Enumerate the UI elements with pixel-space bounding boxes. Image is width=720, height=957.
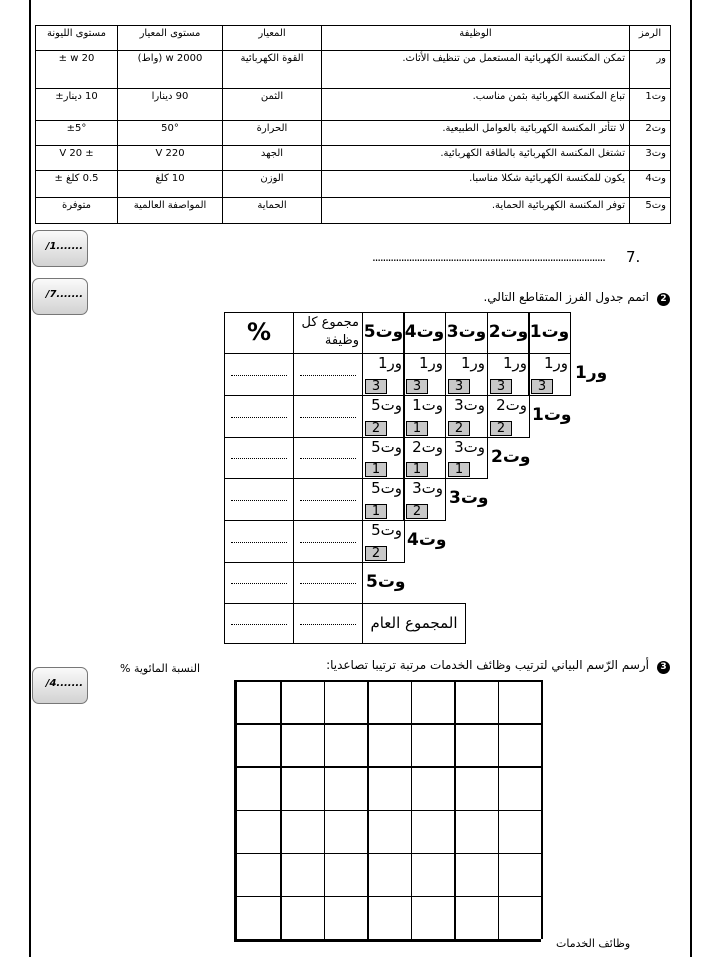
comparison-winner: وت1 [412,396,443,414]
table-row [36,146,671,171]
table-row [36,89,671,121]
comparison-winner: وت2 [412,438,443,456]
cell-criterion-level: 2000 w (واط) [118,51,223,89]
dotted-answer-line [231,624,287,625]
row-label: ور1 [575,363,608,383]
comparison-cell [362,437,405,479]
grid-line-horizontal [237,853,541,855]
cell-criterion: الثمن [223,89,322,121]
header-criterion: المعيار [223,26,322,51]
row-sum-cell[interactable] [293,395,363,438]
cell-flexibility: 0.5 كلغ ± [36,171,118,198]
cell-function: توفر المكنسة الكهربائية الحماية. [322,198,630,224]
header-col-2: وت2 [487,312,530,354]
dotted-answer-line [300,375,356,376]
comparison-score-box: 3 [490,379,512,394]
dotted-answer-line [231,500,287,501]
comparison-cell [528,353,571,396]
comparison-score-box: 1 [448,462,470,477]
cell-code: وت5 [630,198,671,224]
comparison-score-box: 2 [490,421,512,436]
total-label: المجموع العام [362,603,466,644]
cell-function: تشتغل المكنسة الكهربائية بالطاقة الكهربائية. [322,146,630,171]
row-label: وت3 [449,488,489,508]
comparison-cell [403,353,446,396]
grid-line-horizontal [237,896,541,898]
cell-function: يكون للمكنسة الكهربائية شكلا مناسبا. [322,171,630,198]
row-sum-cell[interactable] [293,353,363,396]
header-col-1: وت1 [528,312,571,354]
row-sum-cell[interactable] [293,478,363,521]
comparison-score-box: 1 [365,504,387,519]
comparison-winner: وت5 [371,438,402,456]
comparison-score-box: 1 [365,462,387,477]
dotted-answer-line [231,417,287,418]
comparison-score-box: 2 [365,546,387,561]
cell-function: تمكن المكنسة الكهربائية المستعمل من تنظيف الأثاث. [322,51,630,89]
table-row [36,198,671,224]
q7-number: .7 [626,248,641,266]
comparison-score-box: 3 [531,379,553,394]
header-function: الوظيفة [322,26,630,51]
row-label: وت5 [366,572,406,592]
header-code: الرمز [630,26,671,51]
cell-criterion: الحماية [223,198,322,224]
cell-flexibility: ± 20 V [36,146,118,171]
row-percent-cell[interactable] [224,478,294,521]
comparison-cell [403,437,446,479]
row-label: وت1 [532,405,572,425]
page-border-right [690,0,692,957]
cell-code: ور [630,51,671,89]
comparison-winner: وت5 [371,396,402,414]
row-percent-cell[interactable] [224,353,294,396]
q3-number-icon: 3 [657,661,670,674]
table-row [36,171,671,198]
header-percent: % [224,312,294,354]
comparison-winner: ور1 [460,354,485,372]
cell-criterion-level: 50° [118,121,223,146]
comparison-winner: وت3 [412,479,443,497]
comparison-cell [362,395,405,438]
comparison-cell [445,437,488,479]
cell-criterion-level: المواصفة العالمية [118,198,223,224]
comparison-score-box: 3 [406,379,428,394]
dotted-answer-line [300,624,356,625]
dotted-answer-line [300,583,356,584]
comparison-score-box: 2 [406,504,428,519]
header-col-4: وت4 [403,312,446,354]
page-border-left [29,0,31,957]
comparison-cell [487,395,530,438]
score-box-1: /1....... [32,230,88,267]
comparison-cell [362,520,405,563]
row-percent-cell[interactable] [224,603,294,644]
dotted-answer-line [231,458,287,459]
header-col-5: وت5 [362,312,405,354]
cell-code: وت1 [630,89,671,121]
grid-line-horizontal [237,723,541,725]
q3-heading [326,658,670,674]
comparison-score-box: 3 [448,379,470,394]
row-sum-cell[interactable] [293,562,363,604]
comparison-cell [362,478,405,521]
cell-criterion-level: 10 كلغ [118,171,223,198]
header-criterion-level: مستوى المعيار [118,26,223,51]
chart-x-label: وظائف الخدمات [556,937,631,950]
q3-title: أرسم الرّسم البياني لترتيب وظائف الخدمات مرتبة ترتيبا تصاعديا: [326,658,649,672]
empty-chart-grid[interactable] [234,680,541,942]
comparison-cell [487,353,530,396]
comparison-winner: ور1 [377,354,402,372]
cell-code: وت3 [630,146,671,171]
row-label: وت4 [407,530,447,550]
specification-table [35,25,671,224]
comparison-winner: وت3 [454,438,485,456]
row-percent-cell[interactable] [224,395,294,438]
table-header-row [36,26,671,51]
cell-function: تباع المكنسة الكهربائية بثمن مناسب. [322,89,630,121]
row-percent-cell[interactable] [224,437,294,479]
cell-flexibility: متوفرة [36,198,118,224]
row-percent-cell[interactable] [224,520,294,563]
table-row [36,51,671,89]
header-sum-label: مجموع كل وظيفة [301,315,359,348]
q7-answer-line: ......................................................................................... [372,250,605,264]
comparison-score-box: 2 [448,421,470,436]
score-box-4: /4....... [32,667,88,704]
grid-line-horizontal [237,810,541,812]
grid-line-horizontal [237,766,541,768]
cell-criterion-level: 90 دينارا [118,89,223,121]
cell-flexibility: 10 دينار± [36,89,118,121]
chart-y-label: النسبة المائوية % [120,662,201,675]
grid-line-horizontal [237,680,541,682]
cell-criterion: الحرارة [223,121,322,146]
dotted-answer-line [300,542,356,543]
comparison-score-box: 3 [365,379,387,394]
dotted-answer-line [300,417,356,418]
table-row [36,121,671,146]
comparison-cell [362,353,405,396]
header-col-3: وت3 [445,312,488,354]
cell-criterion: القوة الكهربائية [223,51,322,89]
cell-criterion: الجهد [223,146,322,171]
header-flexibility: مستوى الليونة [36,26,118,51]
comparison-winner: وت3 [454,396,485,414]
dotted-answer-line [231,375,287,376]
dotted-answer-line [300,500,356,501]
cell-flexibility: ±5° [36,121,118,146]
comparison-cell [403,478,446,521]
comparison-cell [445,395,488,438]
header-sum [293,312,363,354]
cell-code: وت2 [630,121,671,146]
cell-criterion: الوزن [223,171,322,198]
cell-criterion-level: 220 V [118,146,223,171]
comparison-cell [445,353,488,396]
row-sum-cell[interactable] [293,437,363,479]
cell-function: لا تتأثر المكنسة الكهربائية بالعوامل الطبيعية. [322,121,630,146]
comparison-winner: ور1 [543,354,568,372]
comparison-winner: وت2 [496,396,527,414]
dotted-answer-line [300,458,356,459]
q2-number-icon: 2 [657,293,670,306]
dotted-answer-line [231,583,287,584]
cell-code: وت4 [630,171,671,198]
row-label: وت2 [491,447,531,467]
grid-line-vertical [541,680,543,939]
comparison-winner: ور1 [502,354,527,372]
cell-flexibility: 20 w ± [36,51,118,89]
row-sum-cell[interactable] [293,603,363,644]
score-box-7: /7....... [32,278,88,315]
comparison-score-box: 2 [365,421,387,436]
comparison-cell [403,395,446,438]
comparison-winner: وت5 [371,521,402,539]
comparison-score-box: 1 [406,421,428,436]
q2-heading [483,290,670,306]
row-sum-cell[interactable] [293,520,363,563]
comparison-winner: ور1 [418,354,443,372]
comparison-winner: وت5 [371,479,402,497]
q2-title: اتمم جدول الفرز المتقاطع التالي. [483,290,649,304]
comparison-score-box: 1 [406,462,428,477]
dotted-answer-line [231,542,287,543]
row-percent-cell[interactable] [224,562,294,604]
